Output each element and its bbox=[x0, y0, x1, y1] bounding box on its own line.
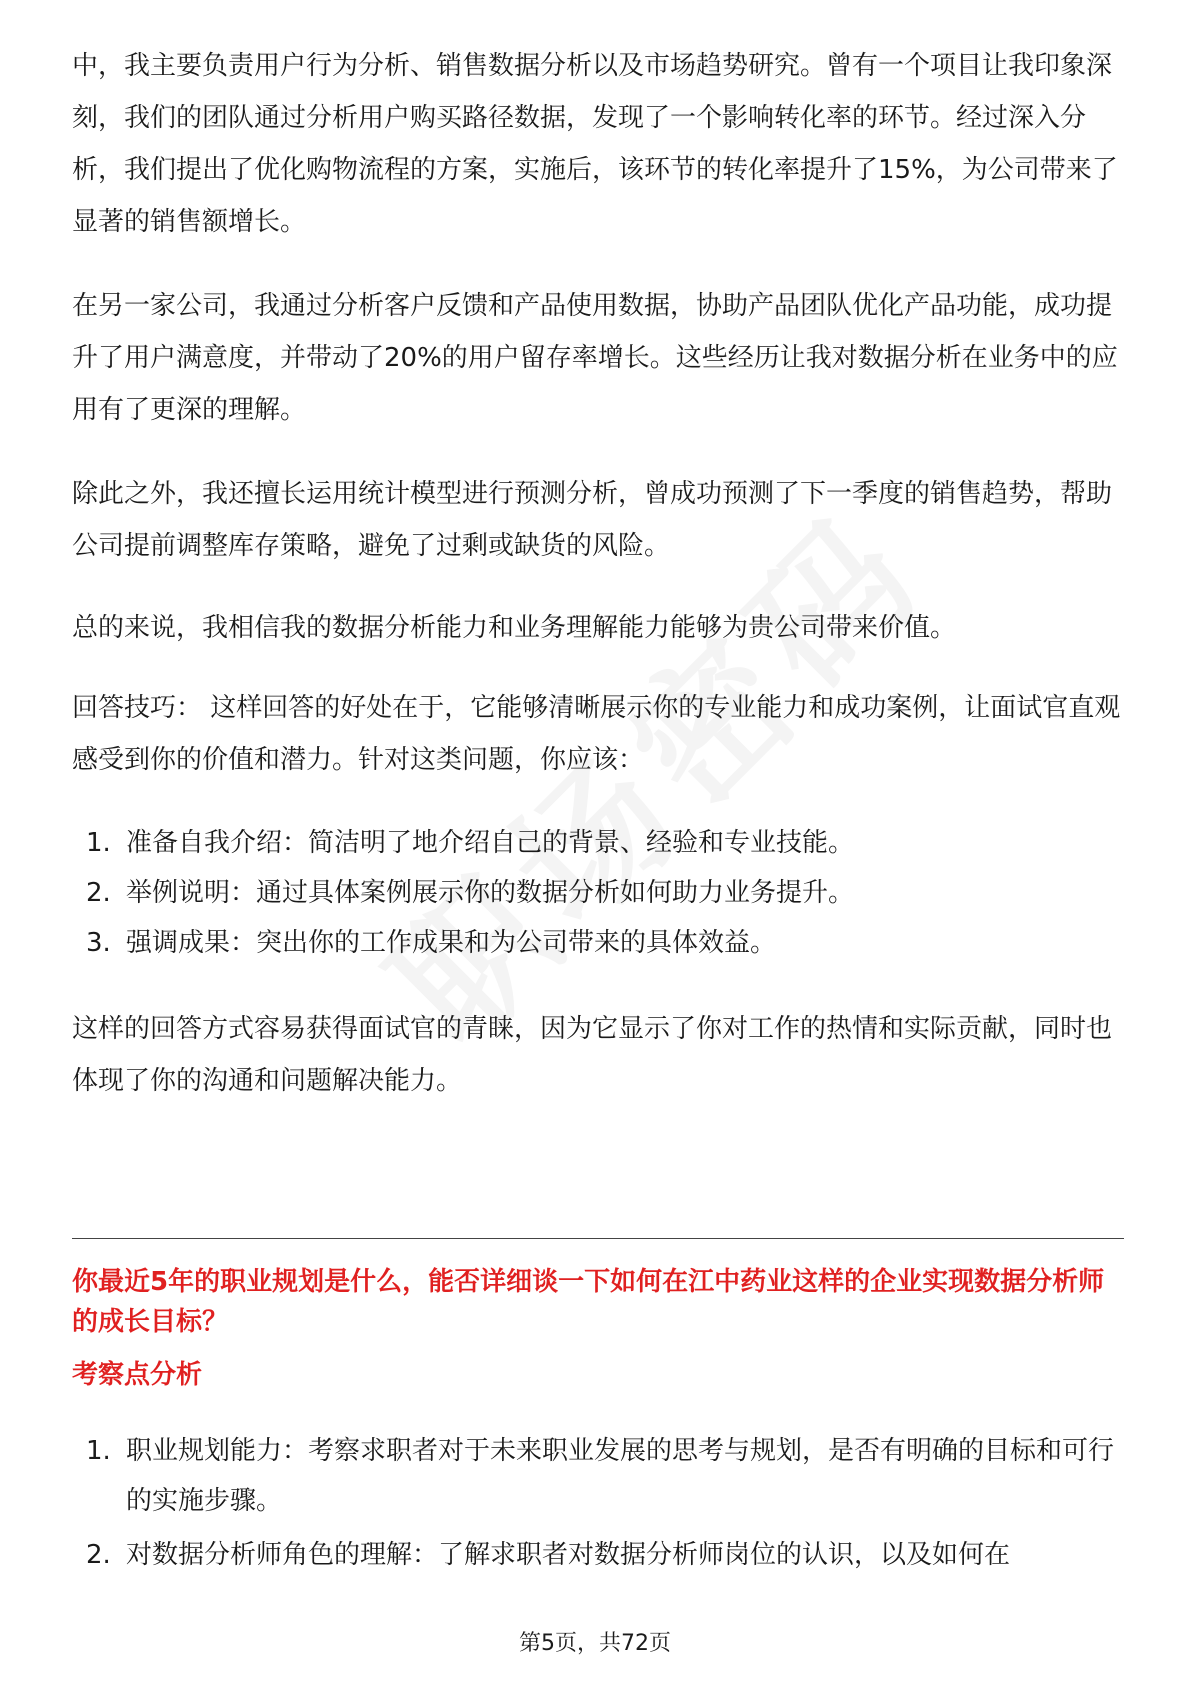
list-text: 举例说明：通过具体案例展示你的数据分析如何助力业务提升。 bbox=[126, 878, 855, 908]
paragraph-conclusion: 这样的回答方式容易获得面试官的青睐，因为它显示了你对工作的热情和实际贡献，同时也体现了你的沟通和问题解决能力。 bbox=[72, 1014, 1113, 1096]
list-item bbox=[72, 918, 1122, 968]
list-number: 3. bbox=[86, 928, 111, 958]
analysis-list bbox=[72, 1426, 1122, 1580]
list-number: 1. bbox=[86, 828, 111, 858]
interview-question: 你最近5年的职业规划是什么，能否详细谈一下如何在江中药业这样的企业实现数据分析师的成长目标？ bbox=[72, 1267, 1105, 1337]
paragraph-other-company: 在另一家公司，我通过分析客户反馈和产品使用数据，协助产品团队优化产品功能，成功提升了用户满意度，并带动了20%的用户留存率增长。这些经历让我对数据分析在业务中的应用有了更深的理解。 bbox=[72, 291, 1118, 425]
list-item bbox=[72, 1530, 1122, 1580]
list-text: 对数据分析师角色的理解：了解求职者对数据分析师岗位的认识，以及如何在 bbox=[126, 1540, 1011, 1570]
tips-list bbox=[72, 818, 1122, 968]
paragraph-summary: 总的来说，我相信我的数据分析能力和业务理解能力能够为贵公司带来价值。 bbox=[72, 613, 957, 643]
list-item bbox=[72, 1426, 1122, 1526]
list-text: 强调成果：突出你的工作成果和为公司带来的具体效益。 bbox=[126, 928, 777, 958]
page-footer: 第5页，共72页 bbox=[519, 1631, 671, 1656]
paragraph-prediction: 除此之外，我还擅长运用统计模型进行预测分析，曾成功预测了下一季度的销售趋势，帮助公司提前调整库存策略，避免了过剩或缺货的风险。 bbox=[72, 479, 1113, 561]
section-title: 考察点分析 bbox=[72, 1360, 203, 1390]
list-number: 2. bbox=[86, 878, 111, 908]
list-item bbox=[72, 818, 1122, 868]
list-number: 2. bbox=[86, 1540, 111, 1570]
list-text: 职业规划能力：考察求职者对于未来职业发展的思考与规划，是否有明确的目标和可行的实施步骤。 bbox=[126, 1436, 1115, 1516]
list-text: 准备自我介绍：简洁明了地介绍自己的背景、经验和专业技能。 bbox=[126, 828, 855, 858]
list-number: 1. bbox=[86, 1436, 111, 1466]
paragraph-experience: 中，我主要负责用户行为分析、销售数据分析以及市场趋势研究。曾有一个项目让我印象深刻，我们的团队通过分析用户购买路径数据，发现了一个影响转化率的环节。经过深入分析，我们提出了优化购物流程的方案，实施后，该环节的转化率提升了15%，为公司带来了显著的销售额增长。 bbox=[72, 51, 1118, 237]
paragraph-answer-tips: 回答技巧： 这样回答的好处在于，它能够清晰展示你的专业能力和成功案例，让面试官直观感受到你的价值和潜力。针对这类问题，你应该： bbox=[72, 693, 1121, 775]
section-divider bbox=[72, 1238, 1124, 1239]
list-item bbox=[72, 868, 1122, 918]
